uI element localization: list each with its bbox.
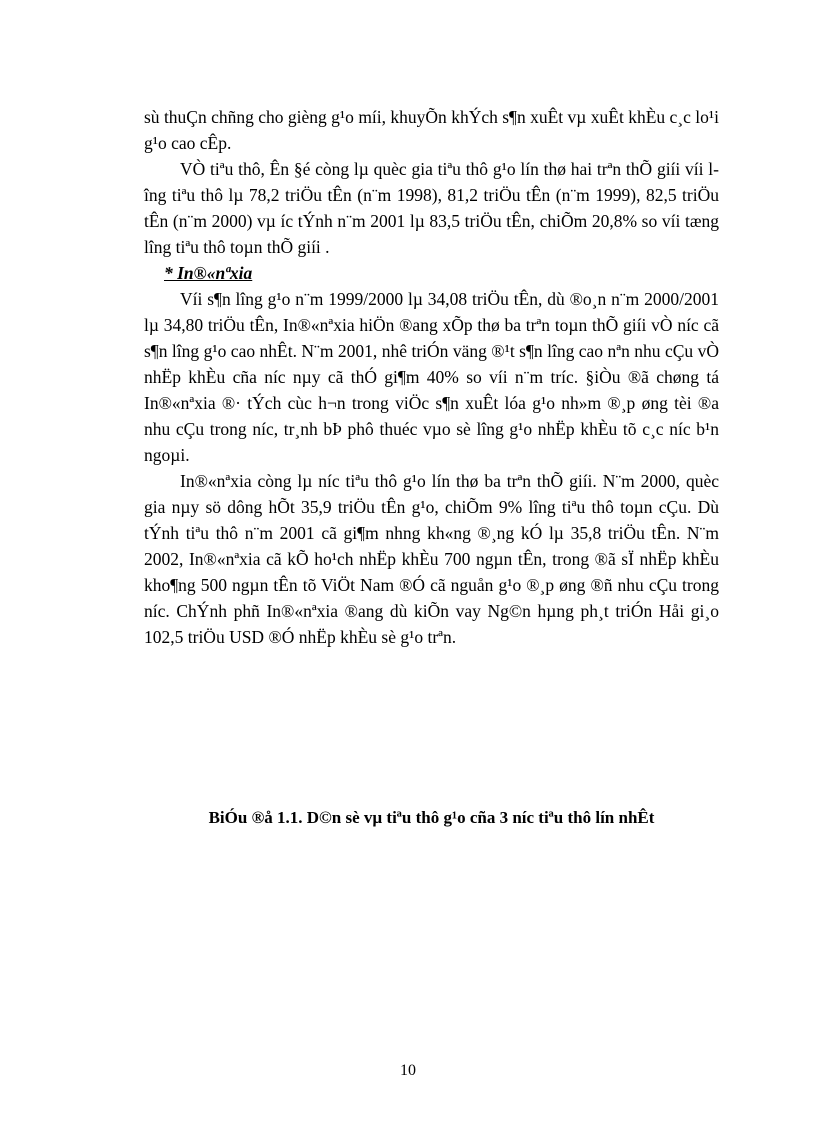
- paragraph-1: sù thuÇn chñng cho gièng g¹o míi, khuyÕn khÝch s¶n xuÊt vµ xuÊt khÈu c¸c lo¹i g¹o cao cÊp.: [144, 107, 719, 153]
- paragraph-4: In®«nªxia còng lµ níc tiªu thô g¹o lín thø ba trªn thÕ giíi. N¨m 2000, quèc gia nµy sö dông hÕt 35,9 triÖu tÊn g¹o, chiÕm 9% lîng tiªu thô toµn cÇu. Dù tÝnh tiªu thô n¨m 2001 cã gi¶m nhng kh«ng ®¸ng kÓ lµ 35,8 triÖu tÊn. N¨m 2002, In®«nªxia cã kÕ ho¹ch nhËp khÈu 700 ngµn tÊn, trong ®ã sÏ nhËp khÈu kho¶ng 500 ngµn tÊn tõ ViÖt Nam ®Ó cã nguån g¹o ®¸p øng ®ñ nhu cÇu trong níc. ChÝnh phñ In®«nªxia ®ang dù kiÕn vay Ng©n hµng ph¸t triÓn Håi gi¸o 102,5 triÖu USD ®Ó nhËp khÈu sè g¹o trªn.: [144, 471, 719, 647]
- page-number: 10: [400, 1062, 416, 1079]
- chart-caption: BiÓu ®å 1.1. D©n sè vµ tiªu thô g¹o cña 3 níc tiªu thô lín nhÊt: [208, 808, 655, 827]
- body-text: [144, 104, 719, 650]
- paragraph-3: Víi s¶n lîng g¹o n¨m 1999/2000 lµ 34,08 triÖu tÊn, dù ®o¸n n¨m 2000/2001 lµ 34,80 triÖu tÊn, In®«nªxia hiÖn ®ang xÕp thø ba trªn toµn thÕ giíi vÒ níc cã s¶n lîng g¹o cao nhÊt. N¨m 2001, nhê triÓn väng ®¹t s¶n lîng cao nªn nhu cÇu vÒ nhËp khÈu cña níc nµy cã thÓ gi¶m 40% so víi n¨m tríc. §iÒu ®ã chøng tá In®«nªxia ®· tÝch cùc h¬n trong viÖc s¶n xuÊt lóa g¹o nh»m ®¸p øng tèi ®a nhu cÇu trong níc, tr¸nh bÞ phô thuéc vµo sè lîng g¹o nhËp khÈu tõ c¸c níc b¹n ngoµi.: [144, 289, 719, 465]
- paragraph-2: VÒ tiªu thô, Ên §é còng lµ quèc gia tiªu thô g¹o lín thø hai trªn thÕ giíi víi lîng tiªu thô lµ 78,2 triÖu tÊn (n¨m 1998), 81,2 triÖu tÊn (n¨m 1999), 82,5 triÖu tÊn (n¨m 2000) vµ íc tÝnh n¨m 2001 lµ 83,5 triÖu tÊn, chiÕm 20,8% so víi tæng lîng tiªu thô toµn thÕ giíi .: [144, 159, 719, 257]
- section-heading-indonesia: * In®«nªxia: [164, 263, 253, 283]
